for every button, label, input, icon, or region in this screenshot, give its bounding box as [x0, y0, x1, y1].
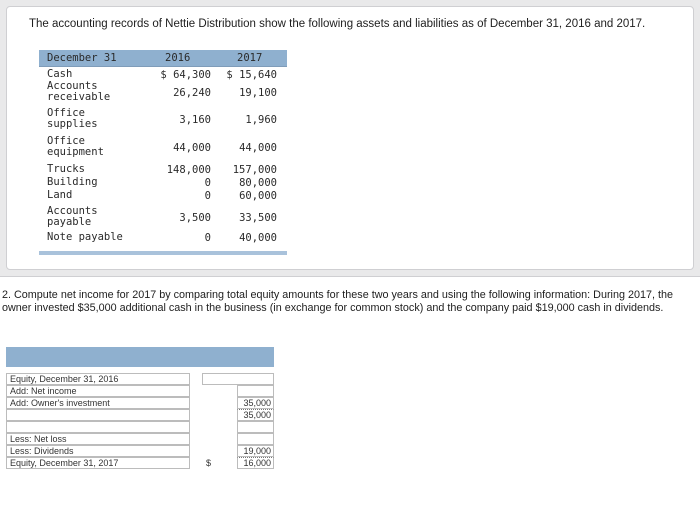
equity-row-label[interactable]: Add: Net income	[6, 385, 190, 397]
value-2017: 60,000	[239, 190, 277, 202]
equity-row-label: Equity, December 31, 2017	[6, 457, 190, 469]
value-2016: 3,160	[179, 114, 211, 126]
row-label-line2: equipment	[47, 146, 104, 158]
row-label: Accounts	[47, 80, 98, 92]
value-2016: 0	[204, 190, 211, 202]
equity-row-owner-investment	[6, 397, 274, 409]
row-label: Cash	[47, 68, 73, 80]
equity-row-net-loss	[6, 433, 274, 445]
row-label: Trucks	[47, 163, 85, 175]
value-2016: 3,500	[179, 212, 211, 224]
value-2017: 157,000	[232, 164, 277, 176]
value-2017: $ 15,640	[226, 69, 277, 81]
value-2016: 0	[204, 177, 211, 189]
equity-row-label: Equity, December 31, 2016	[6, 373, 190, 385]
equity-table-header	[6, 347, 274, 367]
value-2017: 80,000	[239, 177, 277, 189]
subtotal-amount-input[interactable]: 35,000	[237, 409, 274, 421]
value-2016: 148,000	[166, 164, 211, 176]
dollar-sign: $	[206, 458, 212, 468]
row-label-line2: supplies	[47, 118, 98, 130]
equity-row-label[interactable]: Less: Net loss	[6, 433, 190, 445]
value-2017: 40,000	[239, 232, 277, 244]
equity-row-subtotal	[6, 409, 274, 421]
intro-text: The accounting records of Nettie Distribution show the following assets and liabilities as of December 31, 2016 and 2017.	[29, 18, 646, 30]
row-label-line2: payable	[47, 216, 92, 228]
equity-row-label[interactable]	[6, 409, 190, 421]
value-2017: 1,960	[245, 114, 277, 126]
equity-row-ending	[6, 457, 274, 469]
net-loss-amount-input[interactable]	[237, 433, 274, 445]
owner-investment-amount-input[interactable]: 35,000	[237, 397, 274, 409]
ending-equity-amount-input[interactable]: 16,000	[237, 457, 274, 469]
value-2017: 44,000	[239, 142, 277, 154]
value-2017: 19,100	[239, 87, 277, 99]
equity-row-label[interactable]: Add: Owner's investment	[6, 397, 190, 409]
row-label: Building	[47, 176, 98, 188]
problem-data-panel	[6, 6, 694, 270]
row-label-line2: receivable	[47, 91, 111, 103]
value-2016: 0	[204, 232, 211, 244]
dividends-amount-input[interactable]: 19,000	[237, 445, 274, 457]
equity-table	[6, 347, 274, 487]
equity-beginning-amount-input[interactable]	[202, 373, 274, 385]
header-2017: 2017	[237, 52, 263, 64]
row-label: Accounts	[47, 205, 98, 217]
equity-row-label[interactable]	[6, 421, 190, 433]
balance-table-footer	[39, 251, 287, 255]
equity-row-label[interactable]: Less: Dividends	[6, 445, 190, 457]
question-text: 2. Compute net income for 2017 by comparing total equity amounts for these two years and using the following information: During 2017, the owner invested $35,000 additional cash in the business (in exchange for common stock) and the company paid $19,000 cash in dividends.	[2, 289, 673, 314]
header-december-31: December 31	[47, 52, 117, 64]
row-label: Office	[47, 135, 85, 147]
value-2016: 44,000	[173, 142, 211, 154]
row-label: Office	[47, 107, 85, 119]
equity-row-beginning	[6, 373, 274, 385]
equity-row-blank	[6, 421, 274, 433]
net-income-amount-input[interactable]	[237, 385, 274, 397]
value-2016: $ 64,300	[160, 69, 211, 81]
balance-table-header	[39, 50, 287, 67]
value-2017: 33,500	[239, 212, 277, 224]
value-2016: 26,240	[173, 87, 211, 99]
row-label: Note payable	[47, 231, 123, 243]
equity-row-dividends	[6, 445, 274, 457]
header-2016: 2016	[165, 52, 191, 64]
equity-row-net-income	[6, 385, 274, 397]
question-panel	[0, 276, 700, 532]
row-label: Land	[47, 189, 73, 201]
blank-amount-input[interactable]	[237, 421, 274, 433]
